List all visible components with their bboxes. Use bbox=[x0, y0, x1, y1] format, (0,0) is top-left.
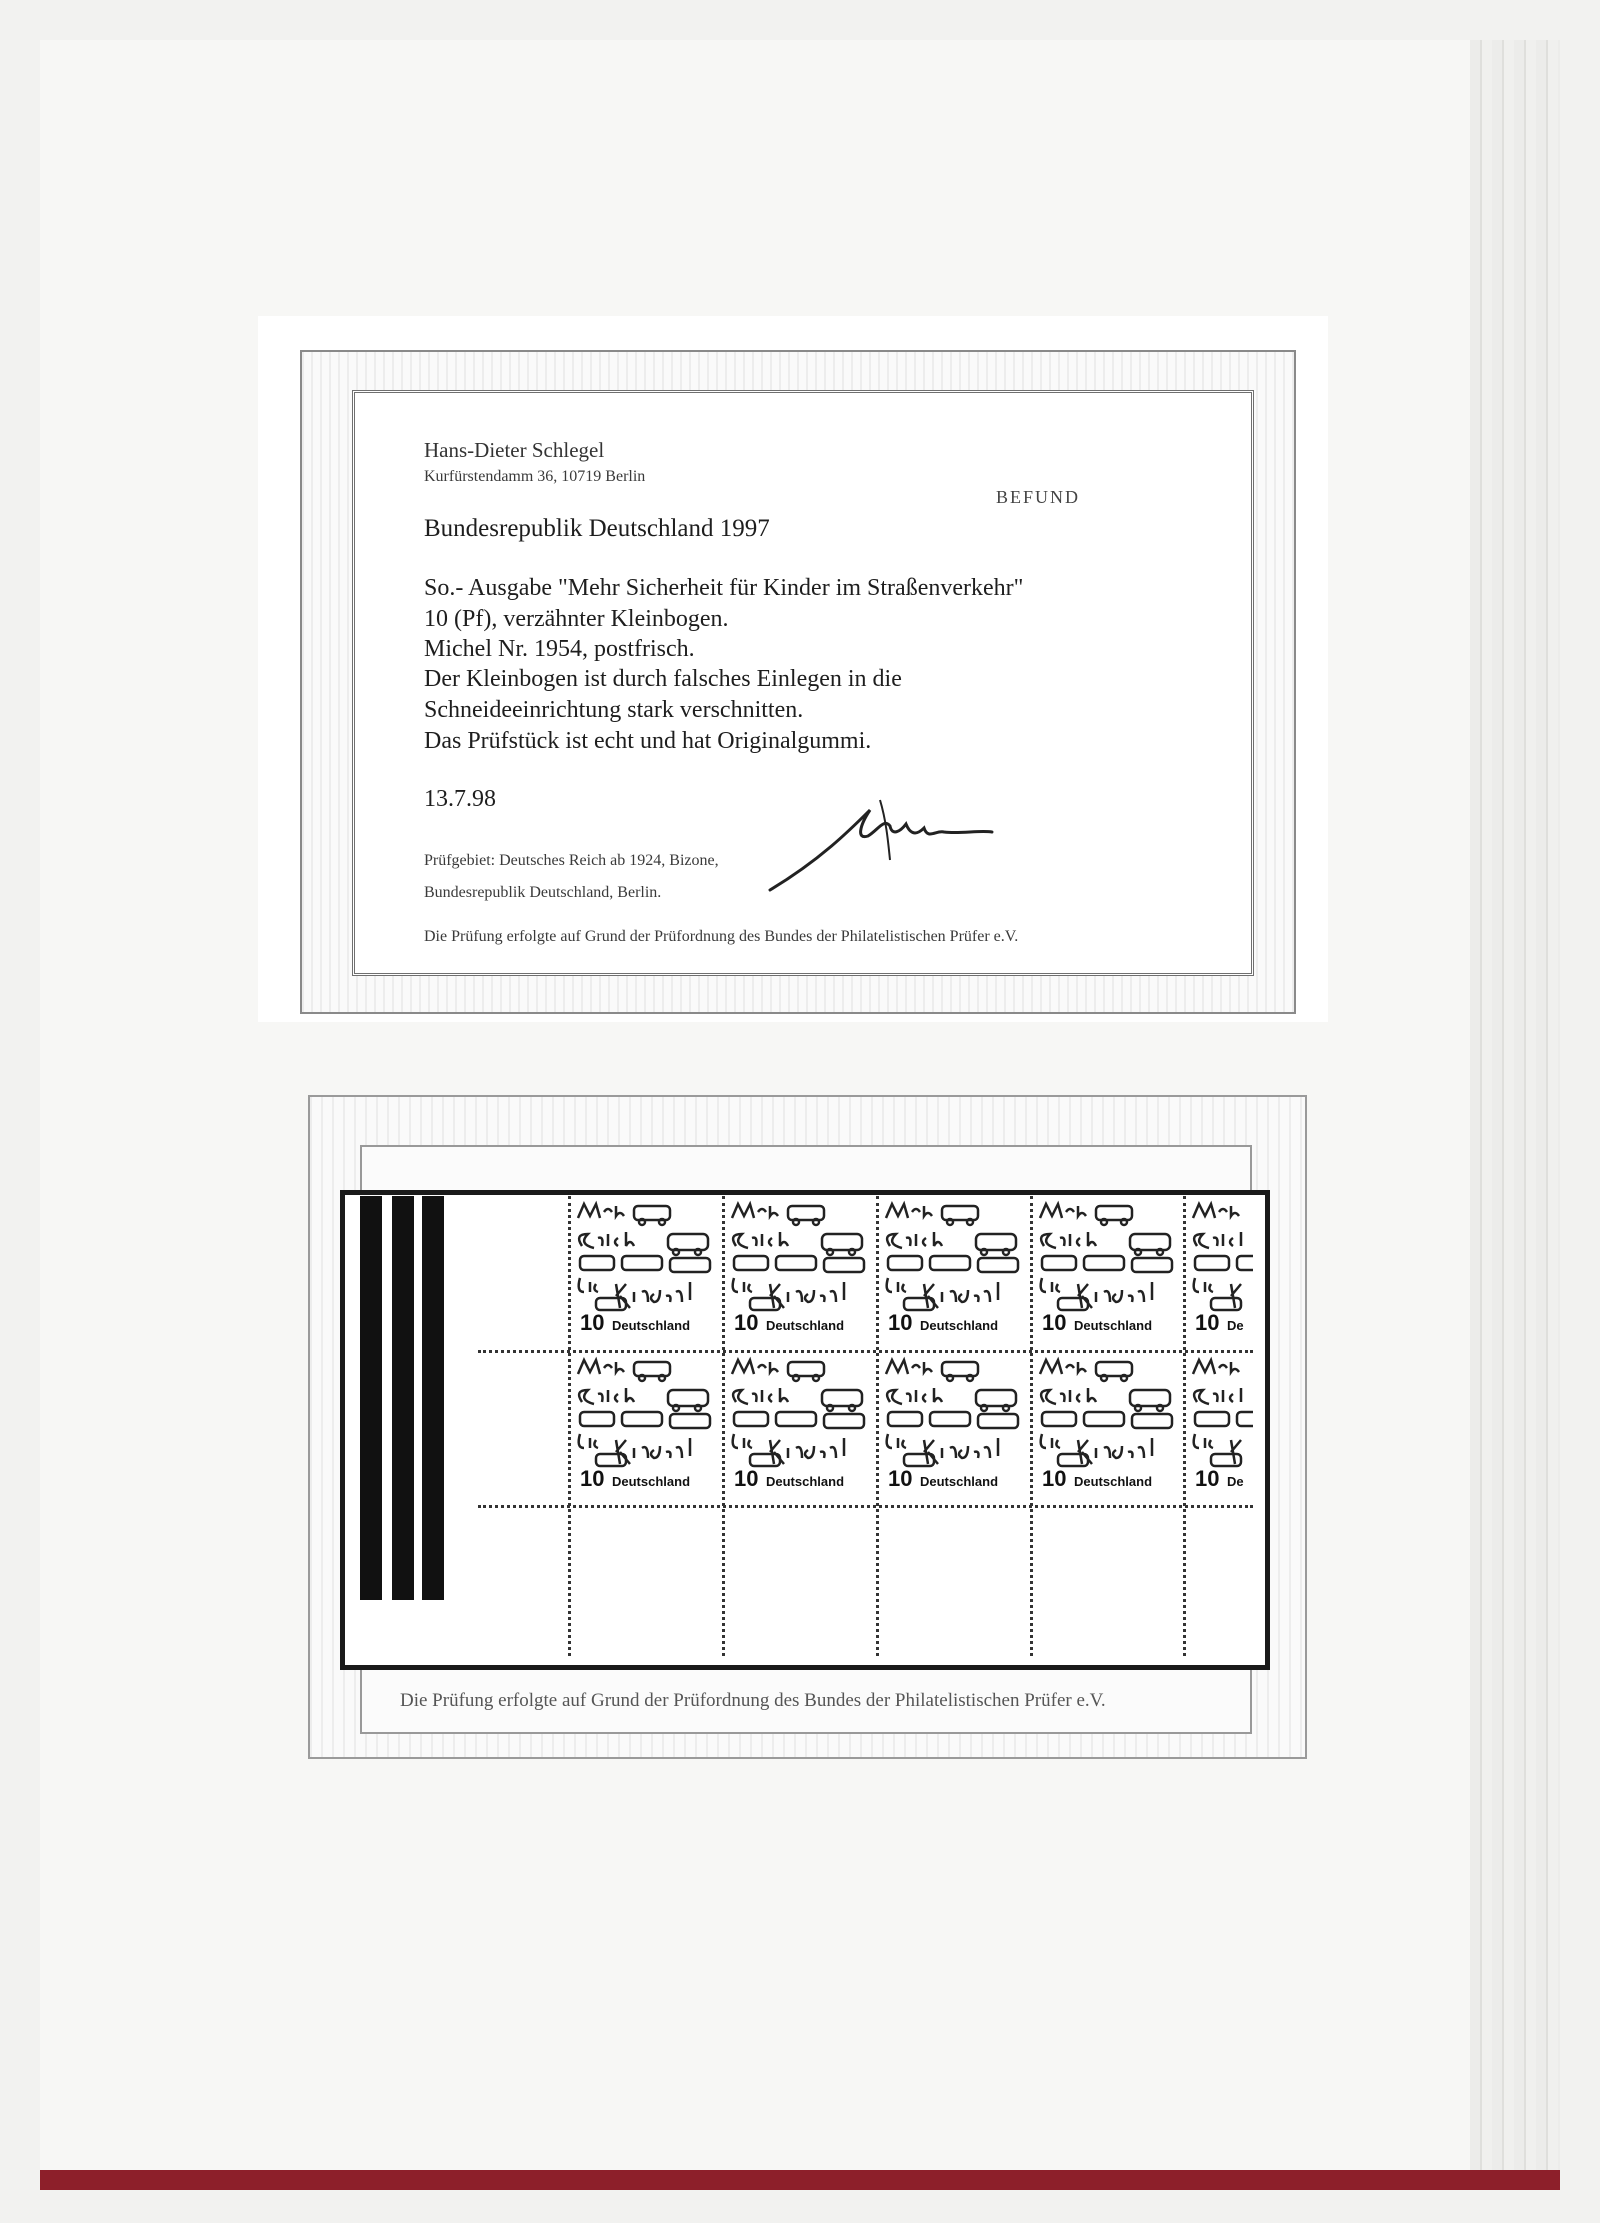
certificate-scope-1: Prüfgebiet: Deutsches Reich ab 1924, Bizone, bbox=[424, 852, 719, 869]
stamp-country: De bbox=[1227, 1474, 1244, 1489]
stamp-value: 10 bbox=[580, 1310, 605, 1335]
stamp bbox=[880, 1198, 1025, 1343]
stamp-country: Deutschland bbox=[766, 1318, 845, 1333]
stamp-cut bbox=[1187, 1354, 1253, 1499]
sheet-copy-footer: Die Prüfung erfolgte auf Grund der Prüfordnung des Bundes der Philatelistischen Prüfer e.V. bbox=[400, 1690, 1106, 1711]
stamp bbox=[726, 1354, 871, 1499]
issuer-address: Kurfürstendamm 36, 10719 Berlin bbox=[424, 468, 646, 485]
certificate-scope-2: Bundesrepublik Deutschland, Berlin. bbox=[424, 884, 662, 901]
stamp-value: 10 bbox=[888, 1310, 913, 1335]
perforation-col-2 bbox=[722, 1196, 725, 1656]
certificate-line-4: Der Kleinbogen ist durch falsches Einlegen in die bbox=[424, 666, 902, 692]
perforation-col-4 bbox=[1030, 1196, 1033, 1656]
stamp-value: 10 bbox=[1195, 1310, 1220, 1335]
stamp-country: Deutschland bbox=[766, 1474, 845, 1489]
stamp-value: 10 bbox=[888, 1466, 913, 1491]
margin-bar-3 bbox=[422, 1196, 444, 1600]
certificate-line-2: 10 (Pf), verzähnter Kleinbogen. bbox=[424, 606, 729, 632]
perforation-row-2 bbox=[478, 1505, 1253, 1508]
album-bottom-band bbox=[40, 2170, 1560, 2190]
certificate-line-5: Schneideeinrichtung stark verschnitten. bbox=[424, 697, 804, 723]
stamp bbox=[1034, 1354, 1179, 1499]
stamp-country: Deutschland bbox=[920, 1474, 999, 1489]
stamp bbox=[726, 1198, 871, 1343]
stamp-value: 10 bbox=[1042, 1310, 1067, 1335]
certificate-footer: Die Prüfung erfolgte auf Grund der Prüfordnung des Bundes der Philatelistischen Prüfer e.V. bbox=[424, 928, 1019, 945]
stamp-country: Deutschland bbox=[1074, 1474, 1153, 1489]
stamp-value: 10 bbox=[734, 1466, 759, 1491]
certificate-line-6: Das Prüfstück ist echt und hat Originalgummi. bbox=[424, 728, 872, 754]
certificate-label: BEFUND bbox=[996, 487, 1081, 507]
margin-bar-1 bbox=[360, 1196, 382, 1600]
stamp-country: Deutschland bbox=[612, 1474, 691, 1489]
stamp-value: 10 bbox=[1195, 1466, 1220, 1491]
stamp bbox=[572, 1198, 717, 1343]
perforation-col-3 bbox=[876, 1196, 879, 1656]
stamp-value: 10 bbox=[580, 1466, 605, 1491]
stamp-country: Deutschland bbox=[1074, 1318, 1153, 1333]
perforation-row-1 bbox=[478, 1350, 1253, 1353]
album-binding bbox=[1470, 40, 1560, 2190]
stamp-country: De bbox=[1227, 1318, 1244, 1333]
perforation-col-5 bbox=[1183, 1196, 1186, 1656]
certificate-line-3: Michel Nr. 1954, postfrisch. bbox=[424, 636, 695, 662]
margin-bar-2 bbox=[392, 1196, 414, 1600]
certificate-date: 13.7.98 bbox=[424, 786, 496, 812]
stamp-country: Deutschland bbox=[920, 1318, 999, 1333]
stamp-value: 10 bbox=[1042, 1466, 1067, 1491]
stamp-country: Deutschland bbox=[612, 1318, 691, 1333]
perforation-col-1 bbox=[568, 1196, 571, 1656]
signature bbox=[760, 790, 1000, 900]
stamp-value: 10 bbox=[734, 1310, 759, 1335]
stamp bbox=[1034, 1198, 1179, 1343]
issuer-name: Hans-Dieter Schlegel bbox=[424, 438, 605, 462]
stamp bbox=[572, 1354, 717, 1499]
certificate-heading: Bundesrepublik Deutschland 1997 bbox=[424, 515, 770, 542]
stamp-cut bbox=[1187, 1198, 1253, 1343]
certificate-line-1: So.- Ausgabe "Mehr Sicherheit für Kinder im Straßenverkehr" bbox=[424, 575, 1024, 601]
stamp bbox=[880, 1354, 1025, 1499]
